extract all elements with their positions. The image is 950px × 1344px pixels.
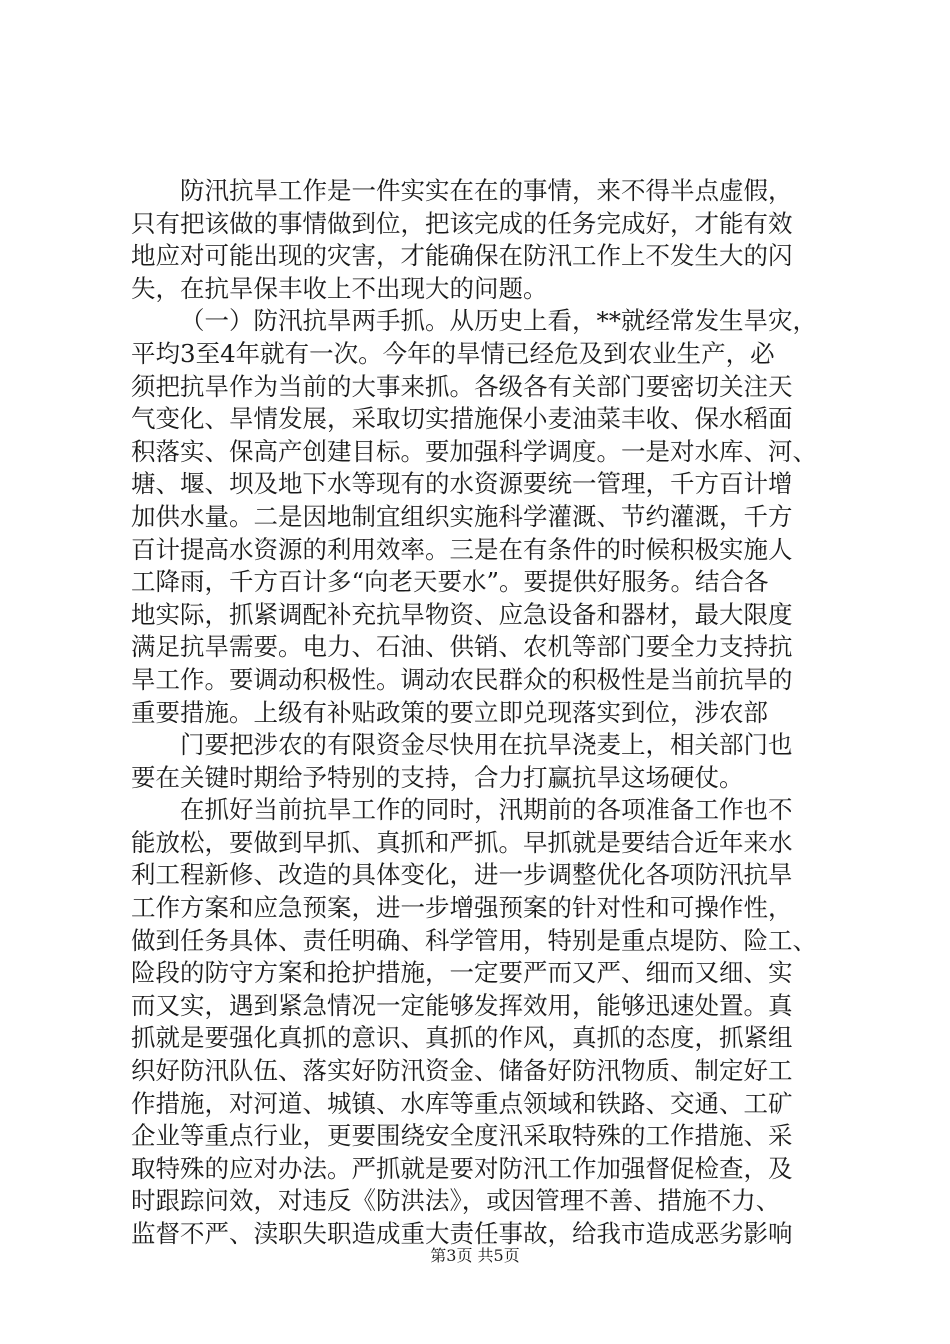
text-line: 在抓好当前抗旱工作的同时，汛期前的各项准备工作也不: [180, 795, 793, 825]
text-line: 企业等重点行业，更要围绕安全度汛采取特殊的工作措施、采: [131, 1121, 793, 1151]
text-line: 重要措施。上级有补贴政策的要立即兑现落实到位，涉农部: [131, 697, 768, 727]
text-line: 须把抗旱作为当前的大事来抓。各级各有关部门要密切关注天: [131, 371, 793, 401]
text-line: 门要把涉农的有限资金尽快用在抗旱浇麦上，相关部门也: [180, 730, 793, 760]
text-line: 监督不严、渎职失职造成重大责任事故，给我市造成恶劣影响: [131, 1219, 793, 1248]
text-line: 满足抗旱需要。电力、石油、供销、农机等部门要全力支持抗: [131, 632, 793, 662]
text-line: 防汛抗旱工作是一件实实在在的事情，来不得半点虚假，: [180, 176, 793, 205]
text-line: 百计提高水资源的利用效率。三是在有条件的时候积极实施人: [131, 534, 793, 564]
text-line: 气变化、旱情发展，采取切实措施保小麦油菜丰收、保水稻面: [131, 404, 793, 434]
text-line: 要在关键时期给予特别的支持，合力打赢抗旱这场硬仗。: [131, 762, 744, 792]
text-line: 工降雨，千方百计多“向老天要水”。要提供好服务。结合各: [131, 567, 769, 597]
text-line: 抓就是要强化真抓的意识、真抓的作风，真抓的态度，抓紧组: [131, 1023, 793, 1053]
text-line: 取特殊的应对办法。严抓就是要对防汛工作加强督促检查，及: [131, 1153, 793, 1183]
text-line: 积落实、保高产创建目标。要加强科学调度。一是对水库、河、: [131, 436, 817, 466]
text-line: 时跟踪问效，对违反《防洪法》，或因管理不善、措施不力、: [131, 1186, 781, 1216]
text-line: 做到任务具体、责任明确、科学管用，特别是重点堤防、险工、: [131, 925, 817, 955]
text-line: 平均3至4年就有一次。今年的旱情已经危及到农业生产，必: [131, 338, 775, 368]
text-line: 失，在抗旱保丰收上不出现大的问题。: [131, 273, 548, 303]
text-line: 塘、堰、坝及地下水等现有的水资源要统一管理，千方百计增: [131, 469, 793, 499]
text-line: 只有把该做的事情做到位，把该完成的任务完成好，才能有效: [131, 208, 793, 238]
text-line: 而又实，遇到紧急情况一定能够发挥效用，能够迅速处置。真: [131, 990, 793, 1020]
document-body: [131, 175, 831, 1251]
text-line: 加供水量。二是因地制宜组织实施科学灌溉、节约灌溉，千方: [131, 501, 793, 531]
text-line: 织好防汛队伍、落实好防汛资金、储备好防汛物质、制定好工: [131, 1056, 793, 1086]
text-line: 地实际，抓紧调配补充抗旱物资、应急设备和器材，最大限度: [131, 599, 793, 629]
text-line: 利工程新修、改造的具体变化，进一步调整优化各项防汛抗旱: [131, 860, 793, 890]
text-line: 地应对可能出现的灾害，才能确保在防汛工作上不发生大的闪: [131, 241, 793, 271]
text-line: 险段的防守方案和抢护措施，一定要严而又严、细而又细、实: [131, 958, 793, 988]
text-line: （一）防汛抗旱两手抓。从历史上看，**就经常发生旱灾，: [180, 306, 817, 336]
text-line: 工作方案和应急预案，进一步增强预案的针对性和可操作性，: [131, 893, 793, 923]
page-footer: [0, 1243, 950, 1266]
text-line: 能放松，要做到早抓、真抓和严抓。早抓就是要结合近年来水: [131, 827, 793, 857]
text-line: 作措施，对河道、城镇、水库等重点领域和铁路、交通、工矿: [131, 1088, 793, 1118]
page-number-label: 第3页 共5页: [430, 1246, 520, 1265]
text-line: 旱工作。要调动积极性。调动农民群众的积极性是当前抗旱的: [131, 664, 793, 694]
